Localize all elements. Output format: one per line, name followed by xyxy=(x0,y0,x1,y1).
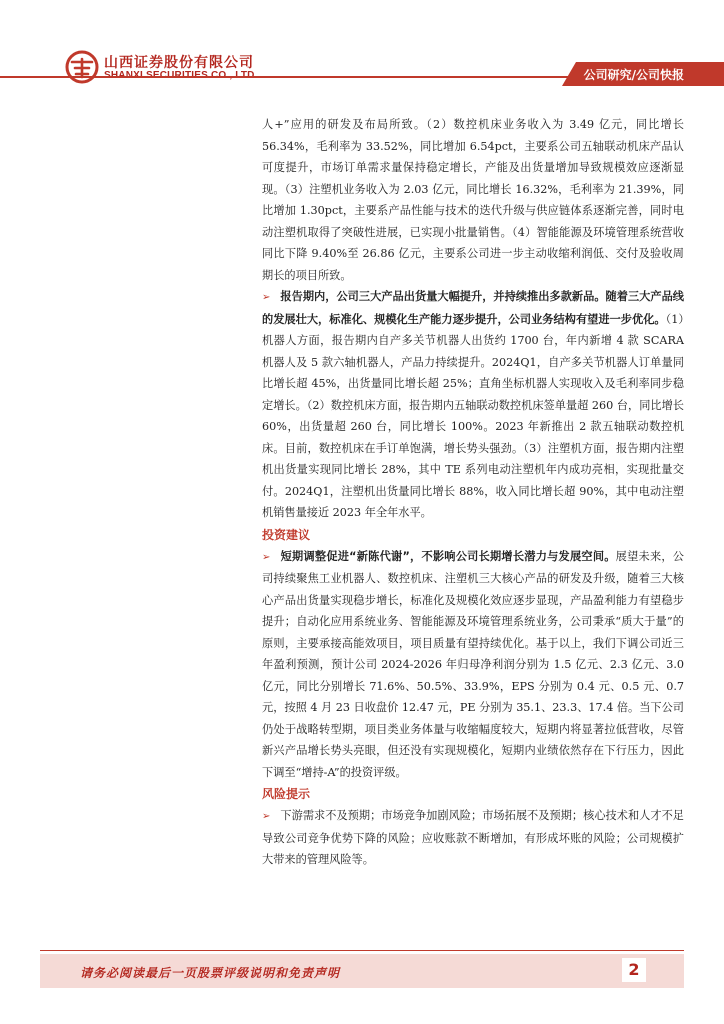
bullet-lead-text: 短期调整促进“新陈代谢”，不影响公司长期增长潜力与发展空间。 xyxy=(280,549,616,563)
bullet-investment xyxy=(262,546,684,784)
report-body xyxy=(262,114,684,871)
arrow-bullet-icon: ➢ xyxy=(262,292,271,303)
risk-heading: 风险提示 xyxy=(262,787,311,801)
bullet-shipments xyxy=(262,286,684,524)
segment-revenue-paragraph: 人+”应用的研发及布局所致。（2）数控机床业务收入为 3.49 亿元，同比增长 56.34%，毛利率为 33.52%，同比增加 6.54pct，主要系公司五轴联动机床产品认可度提升，市场订单需求量保持稳定增长，产能及出货量增加导致规模效应逐渐显现。（3）注塑机业务收入为 2.03 亿元，同比增长 16.32%，毛利率为 21.39%，同比增加 1.30pct，主要系产品性能与技术的迭代升级与供应链体系逐渐完善，同时电动注塑机取得了突破性进展，已实现小批量销售。（4）智能能源及环境管理系统营收同比下降 9.40%至 26.86 亿元，主要系公司进一步主动收缩利润低、交付及验收周期长的项目所致。 xyxy=(262,118,684,282)
arrow-bullet-icon: ➢ xyxy=(262,551,271,563)
bullet-risk xyxy=(262,805,684,871)
report-category-label: 公司研究/公司快报 xyxy=(583,68,684,82)
investment-advice-heading: 投资建议 xyxy=(262,527,311,542)
disclaimer-notice: 请务必阅读最后一页股票评级说明和免责声明 xyxy=(80,966,341,980)
company-name-cn: 山西证券股份有限公司 xyxy=(104,55,254,71)
bullet-lead-text: 报告期内，公司三大产品出货量大幅提升，并持续推出多款新品。随着三大产品线的发展壮大，标准化、规模化生产能力逐步提升，公司业务结构有望进一步优化。 xyxy=(262,290,684,326)
page-header xyxy=(0,0,724,100)
page-number: 2 xyxy=(622,958,646,982)
bullet-body-text: （1）机器人方面，报告期内自产多关节机器人出货约 1700 台，年内新增 4 款 SCARA 机器人及 5 款六轴机器人，产品力持续提升。2024Q1，自产多关节机器人订单量同比增长超 45%，出货量同比增长超 25%；直角坐标机器人实现收入及毛利率同步稳定增长。（2）数控机床方面，报告期内五轴联动数控机床签单量超 260 台，同比增长 60%，出货量超 260 台，同比增长 100%。2023 年新推出 2 款五轴联动数控机床。目前，数控机床在手订单饱满，增长势头强劲。（3）注塑机方面，报告期内注塑机出货量实现同比增长 28%，其中 TE 系列电动注塑机年内成功亮相，实现批量交付。2024Q1，注塑机出货量同比增长 88%，收入同比增长超 90%，其中电动注塑机销售量接近 2023 年全年水平。 xyxy=(262,312,684,519)
bullet-body-text: 下游需求不及预期；市场竞争加剧风险；市场拓展不及预期；核心技术和人才不足导致公司竞争优势下降的风险；应收账款不断增加，有形成坏账的风险；公司规模扩大带来的管理风险等。 xyxy=(262,809,684,866)
arrow-bullet-icon: ➢ xyxy=(262,811,271,822)
bullet-body-text: 展望未来，公司持续聚焦工业机器人、数控机床、注塑机三大核心产品的研发及升级，随着三大核心产品出货量实现稳步增长，标准化及规模化效应逐步显现，产品盈利能力有望稳步提升；自动化应用系统业务、智能能源及环境管理系统业务，公司秉承“质大于量”的原则，主要承接高能效项目，项目质量有望持续优化。基于以上，我们下调公司近三年盈利预测，预计公司 2024-2026 年归母净利润分别为 1.5 亿元、2.3 亿元、3.0 亿元，同比分别增长 71.6%、50.5%、33.9%，EPS 分别为 0.4 元、0.5 元、0.7 元，按照 4 月 23 日收盘价 12.47 元，PE 分别为 35.1、23.3、17.4 倍。当下公司仍处于战略转型期，项目类业务体量与收缩幅度较大，短期内将显著拉低营收，尽管新兴产品增长势头亮眼，但还没有实现规模化，短期内业绩依然存在下行压力，因此下调至“增持-A”的投资评级。 xyxy=(262,549,684,779)
footer-rule xyxy=(40,950,684,951)
